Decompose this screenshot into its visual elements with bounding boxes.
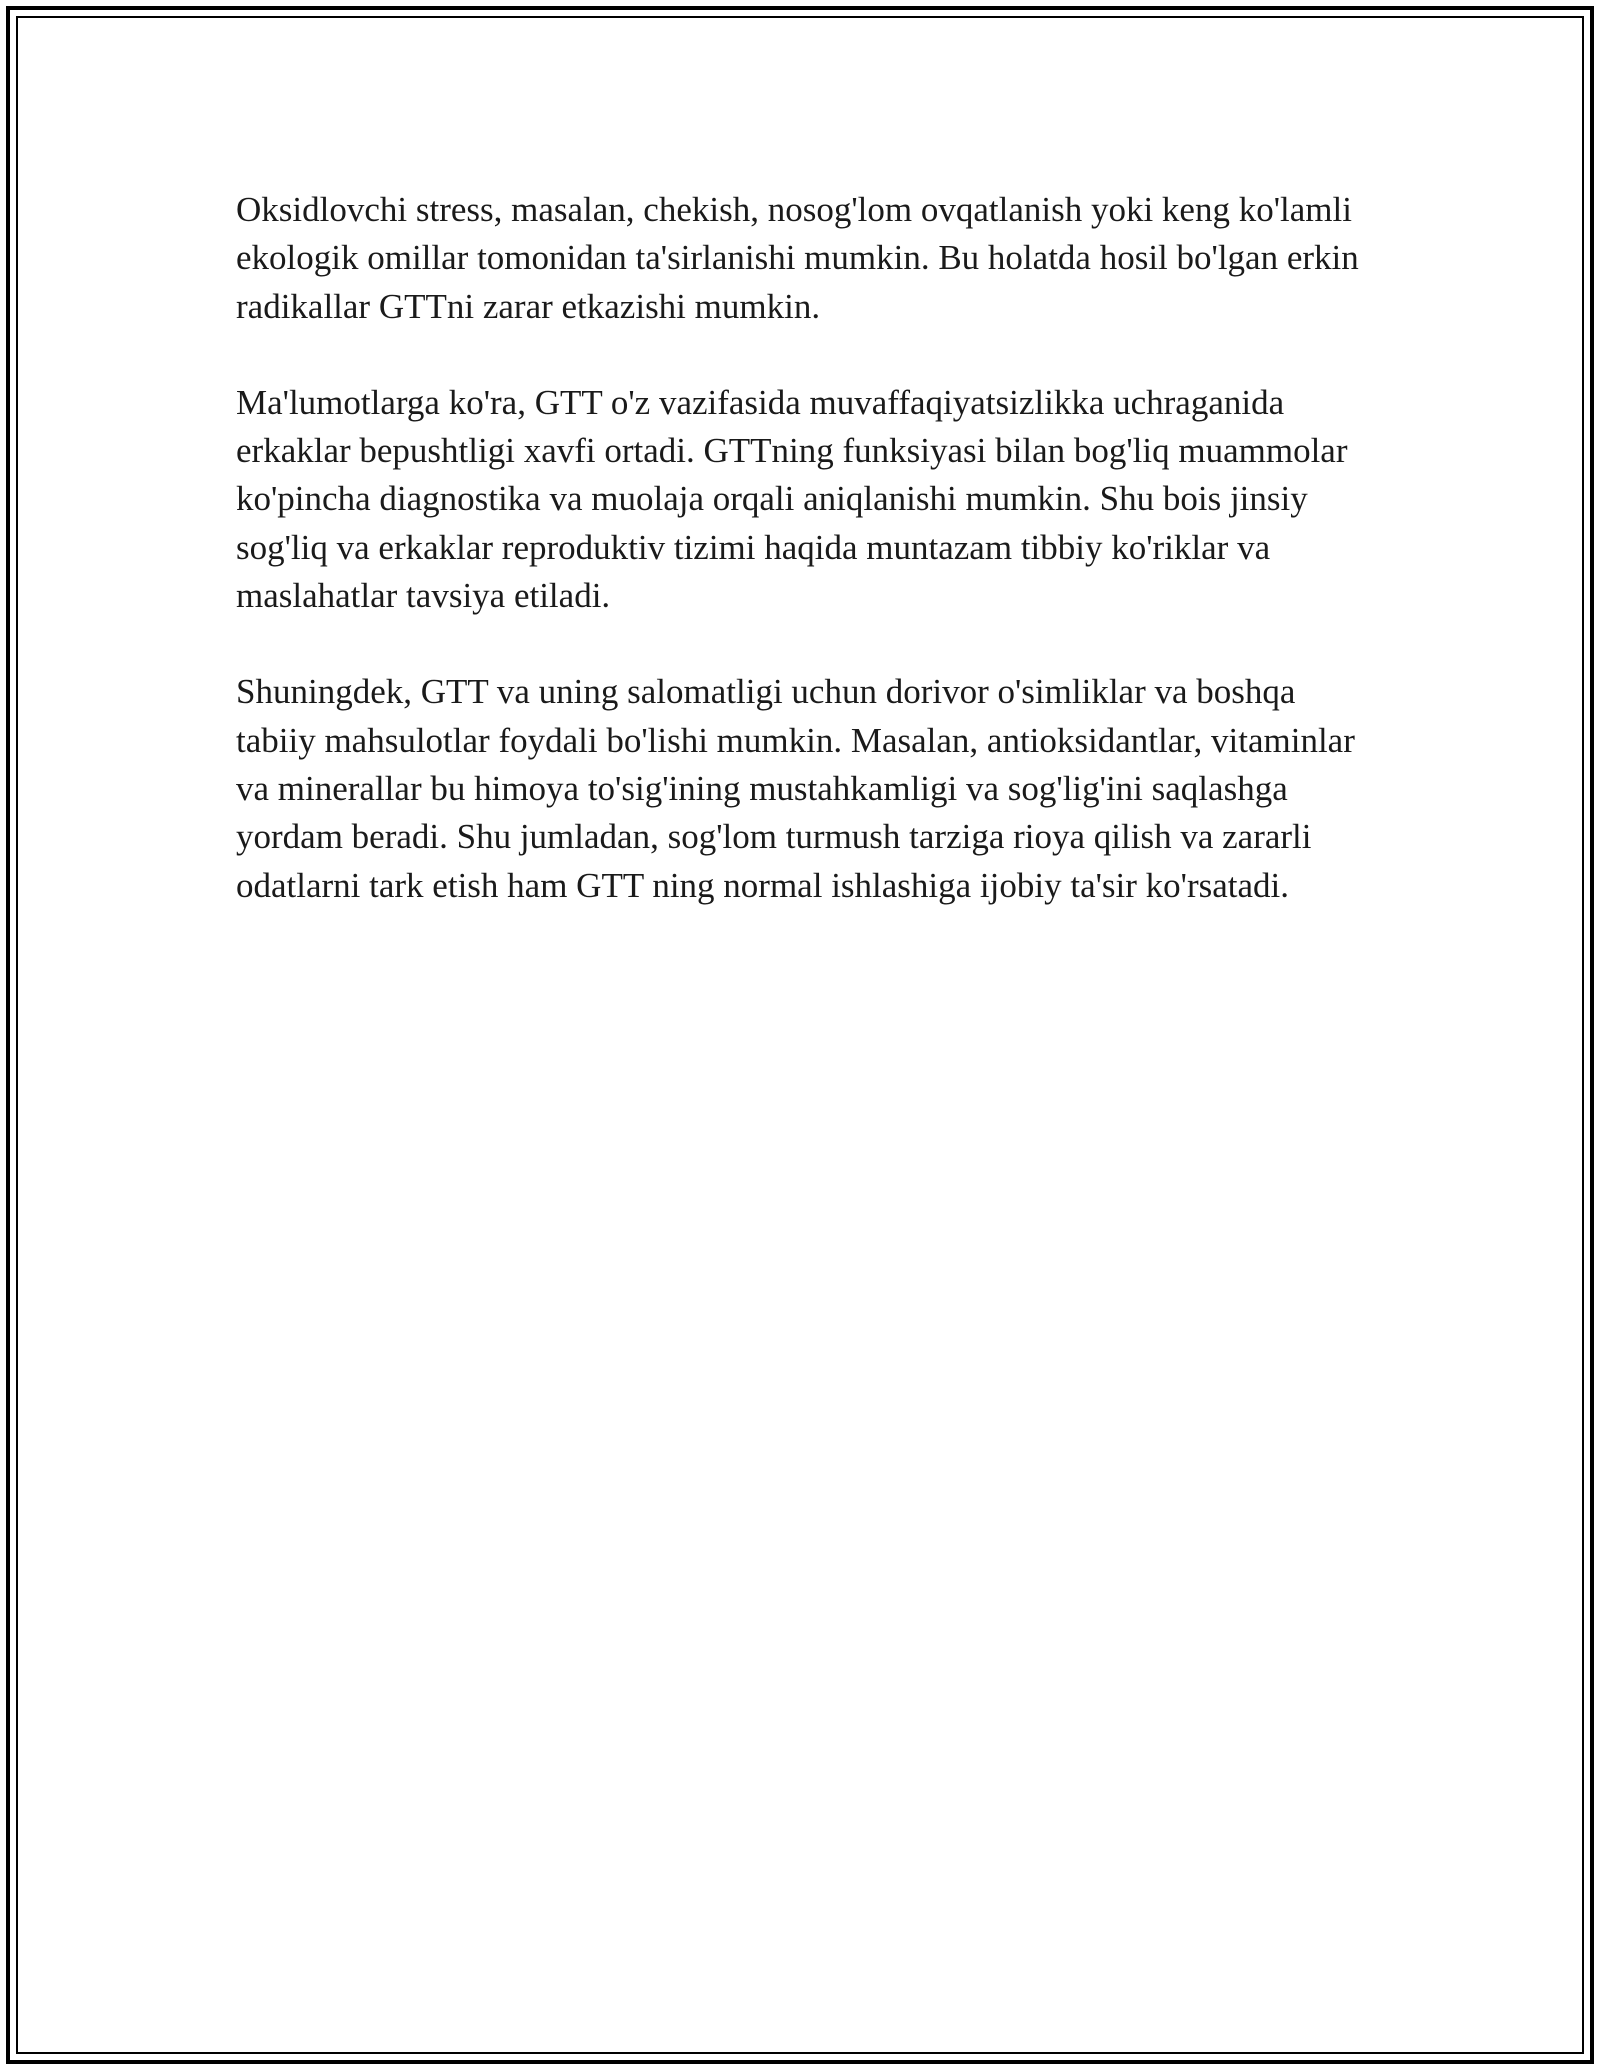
paragraph-oxidative-stress: Oksidlovchi stress, masalan, chekish, nosog'lom ovqatlanish yoki keng ko'lamli ekologik omillar tomonidan ta'sirlanishi mumkin. Bu holatda hosil bo'lgan erkin radikallar GTTni zarar etkazishi mumkin. (236, 190, 1359, 326)
document-body (236, 186, 1366, 958)
paragraph-infertility-risk: Ma'lumotlarga ko'ra, GTT o'z vazifasida muvaffaqiyatsizlikka uchraganida erkaklar bepushtligi xavfi ortadi. GTTning funksiyasi bilan bog'liq muammolar ko'pincha diagnostika va muolaja orqali aniqlanishi mumkin. Shu bois jinsiy sog'liq va erkaklar reproduktiv tizimi haqida muntazam tibbiy ko'riklar va maslahatlar tavsiya etiladi. (236, 382, 1348, 616)
paragraph-natural-remedies: Shuningdek, GTT va uning salomatligi uchun dorivor o'simliklar va boshqa tabiiy mahsulotlar foydali bo'lishi mumkin. Masalan, antioksidantlar, vitaminlar va minerallar bu himoya to'sig'ining mustahkamligi va sog'lig'ini saqlashga yordam beradi. Shu jumladan, sog'lom turmush tarziga rioya qilish va zararli odatlarni tark etish ham GTT ning normal ishlashiga ijobiy ta'sir ko'rsatadi. (236, 672, 1355, 905)
